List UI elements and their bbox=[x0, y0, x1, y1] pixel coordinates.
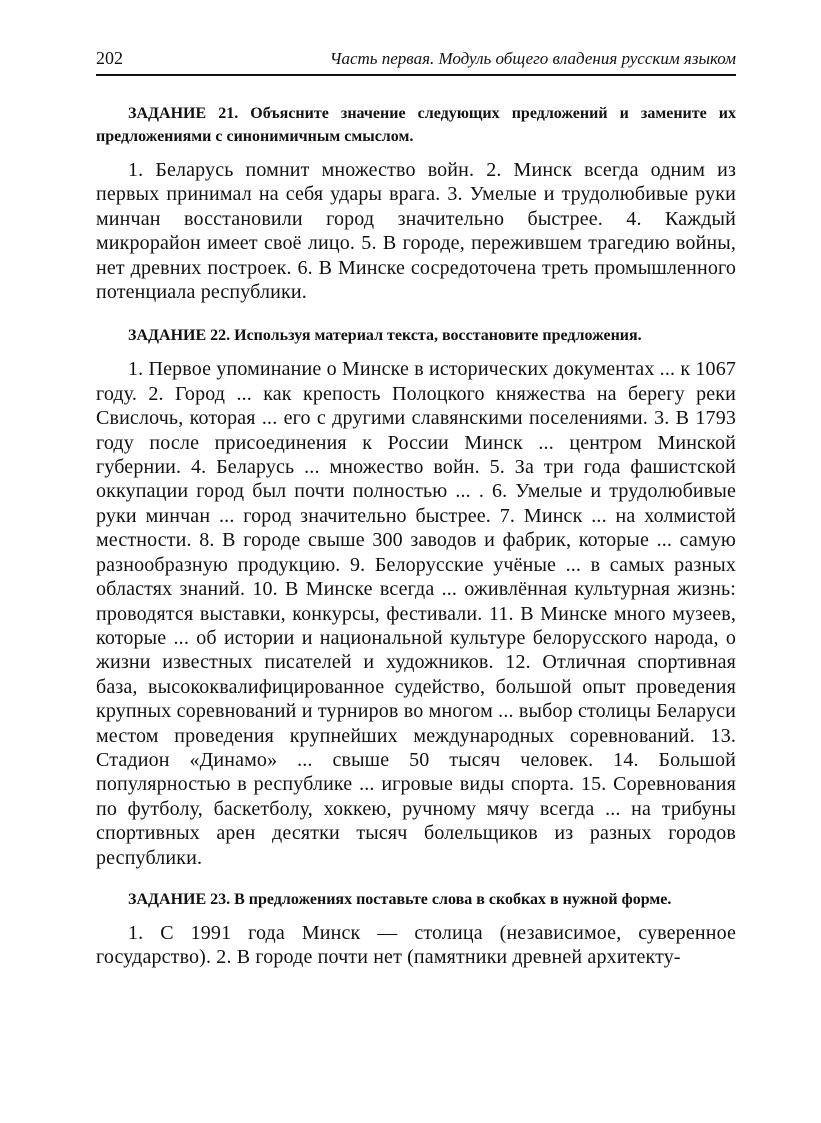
task-heading bbox=[96, 324, 736, 347]
page-number: 202 bbox=[96, 48, 123, 68]
task-body: 1. Беларусь помнит множество войн. 2. Минск всегда одним из первых принимал на себя удары врага. 3. Умелые и трудолюбивые руки минчан восстановили город значительно быстрее. 4. Каждый микрорайон имеет своё лицо. 5. В городе, пережившем трагедию войны, нет древних построек. 6. В Минске сосредоточена треть промышленного потенциала республики. bbox=[96, 159, 736, 304]
task-label: ЗАДАНИЕ 22. bbox=[128, 327, 231, 345]
task-23 bbox=[96, 888, 736, 970]
task-label: ЗАДАНИЕ 21. bbox=[128, 105, 239, 122]
book-page bbox=[96, 48, 736, 970]
task-instruction: Используя материал текста, восстановите предложения. bbox=[234, 327, 642, 345]
task-heading bbox=[96, 102, 736, 148]
task-instruction: В предложениях поставьте слова в скобках в нужной форме. bbox=[234, 890, 672, 908]
task-22 bbox=[96, 324, 736, 870]
task-body: 1. Первое упоминание о Минске в исторических документах ... к 1067 году. 2. Город ... как крепость Полоцкого княжества на берегу реки Свислочь, которая ... его с другими славянскими поселениями. 3. В 1793 году после присоединения к России Минск ... центром Минской губернии. 4. Беларусь ... множество войн. 5. За три года фашистской оккупации город был почти полностью ... . 6. Умелые и трудолюбивые руки минчан ... город значительно быстрее. 7. Минск ... на холмистой местности. 8. В городе свыше 300 заводов и фабрик, которые ... самую разнообразную продукцию. 9. Белорусские учёные ... в самых разных областях знаний. 10. В Минске всегда ... оживлённая культурная жизнь: проводятся выставки, конкурсы, фестивали. 11. В Минске много музеев, которые ... об истории и национальной культуре белорусского народа, о жизни известных писателей и художников. 12. Отличная спортивная база, высококвалифицированное судейство, большой опыт проведения крупных соревнований и турниров во многом ... выбор столицы Беларуси местом проведения крупнейших международных соревнований. 13. Стадион «Динамо» ... свыше 50 тысяч человек. 14. Большой популярностью в республике ... игровые виды спорта. 15. Соревнования по футболу, баскетболу, хоккею, ручному мячу всегда ... на трибуны спортивных арен десятки тысяч болельщиков из разных городов республики. bbox=[96, 358, 736, 869]
task-label: ЗАДАНИЕ 23. bbox=[128, 890, 231, 908]
task-instruction: Объясните значение следующих предложений и замените их предложениями с синонимичным смыслом. bbox=[96, 105, 737, 145]
task-body: 1. С 1991 года Минск — столица (независимое, суверенное государство). 2. В городе почти нет (памятники древней архитекту- bbox=[96, 921, 736, 969]
task-heading bbox=[96, 888, 736, 911]
page-header bbox=[96, 48, 736, 76]
task-21 bbox=[96, 102, 736, 304]
running-title: Часть первая. Модуль общего владения русским языком bbox=[329, 49, 736, 68]
